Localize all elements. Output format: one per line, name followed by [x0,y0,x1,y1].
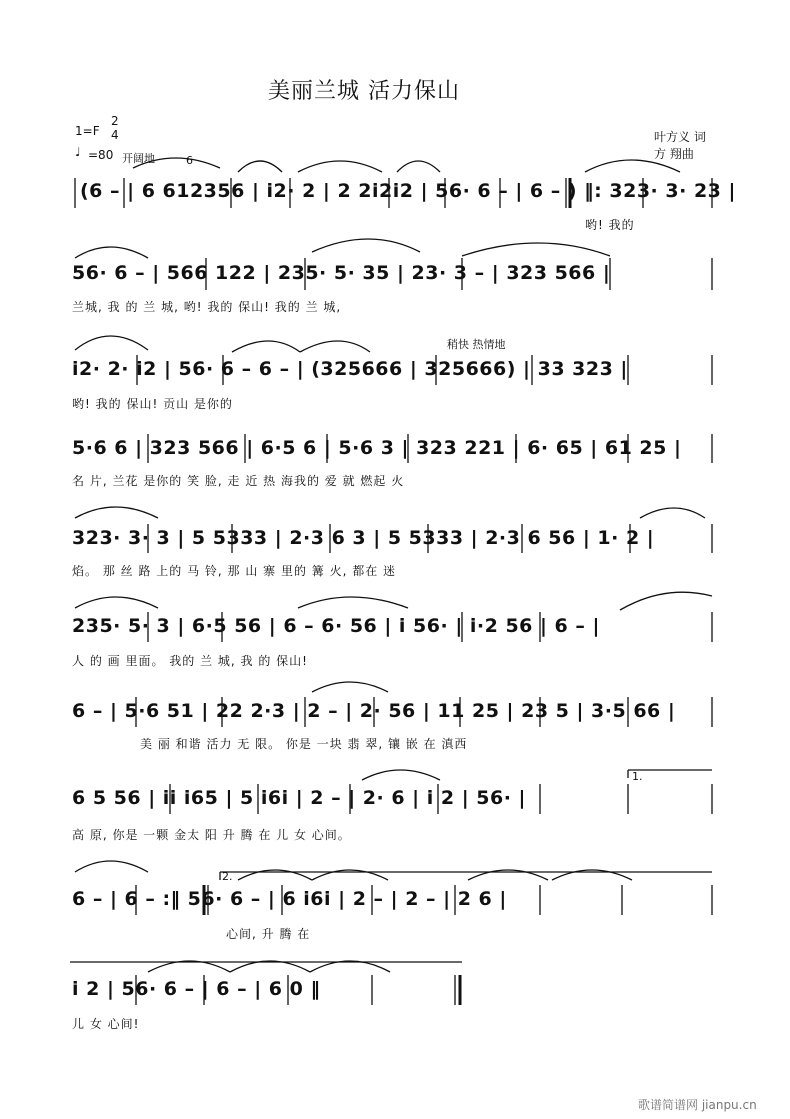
volta-one: 1. [632,770,643,783]
volta-two: 2. [222,870,233,883]
tempo-value: =80 [88,148,114,162]
key-signature: 1=F [75,124,100,138]
time-signature-top: 2 [111,114,119,128]
staff-lyrics-2: 兰城, 我 的 兰 城, 哟! 我的 保山! 我的 兰 城, [72,300,342,314]
staff-lyrics-7: 美 丽 和谐 活力 无 限。 你是 一块 翡 翠, 镶 嵌 在 滇西 [140,737,468,751]
staff-notes-3: i2· 2· i2 | 56· 6 – 6 – | (325666 | 325666) | 33 323 | [72,358,628,380]
staff-lyrics-9: 心间, 升 腾 在 [226,927,311,941]
staff-notes-1: (6 – | 6 612356 | i2· 2 | 2 2i2i2 | 56· 6 – | 6 – ) ‖: 323· 3· 23 | [80,180,736,202]
page-title: 美丽兰城 活力保山 [268,79,460,104]
composer-credit: 方 翔曲 [654,147,694,161]
staff-notes-7: 6 – | 5·6 51 | 22 2·3 | 2 – | 2· 56 | 11 25 | 23 5 | 3·5 66 | [72,700,676,722]
time-signature-bottom: 4 [111,128,119,142]
staff-notes-2: 56· 6 – | 566 122 | 235· 5· 35 | 23· 3 – | 323 566 | [72,262,611,284]
staff-notes-9: 6 – | 6 – :‖ 56· 6 – | 6 i6i | 2 – | 2 – | 2 6 | [72,888,507,910]
upper-mark: 6 [186,154,193,167]
staff-notes-5: 323· 3· 3 | 5 5333 | 2·3 6 3 | 5 5333 | 2·3 6 56 | 1· 2 | [72,527,655,549]
staff-notes-8: 6 5 56 | ii i65 | 5 i6i | 2 – | 2· 6 | i 2 | 56· | [72,787,526,809]
staff-lyrics-10: 儿 女 心间! [72,1017,140,1031]
tempo-mark: 开阔地 [122,152,155,165]
quarter-note-icon: ♩ [75,145,81,159]
staff-lyrics-4: 名 片, 兰花 是你的 笑 脸, 走 近 热 海我的 爱 就 燃起 火 [72,474,405,488]
staff-lyrics-5: 焰。 那 丝 路 上的 马 铃, 那 山 寨 里的 篝 火, 都在 迷 [72,564,397,578]
lyricist-credit: 叶方义 词 [654,130,706,144]
staff-notes-6: 235· 5· 3 | 6·5 56 | 6 – 6· 56 | i 56· | i·2 56 | 6 – | [72,615,600,637]
staff-lyrics-3: 哟! 我的 保山! 贡山 是你的 [72,397,233,411]
staff-notes-10: i 2 | 56· 6 – | 6 – | 6 0 ‖ [72,978,321,1000]
staff-lyrics-8: 高 原, 你是 一颗 金太 阳 升 腾 在 儿 女 心间。 [72,828,351,842]
staff-lyrics-1: 哟! 我的 [585,218,635,232]
site-watermark: 歌谱简谱网 jianpu.cn [638,1098,757,1112]
staff-lyrics-6: 人 的 画 里面。 我的 兰 城, 我 的 保山! [72,654,308,668]
section-mark: 稍快 热情地 [447,338,506,351]
staff-notes-4: 5·6 6 | 323 566 | 6·5 6 | 5·6 3 | 323 221 | 6· 65 | 61 25 | [72,437,682,459]
